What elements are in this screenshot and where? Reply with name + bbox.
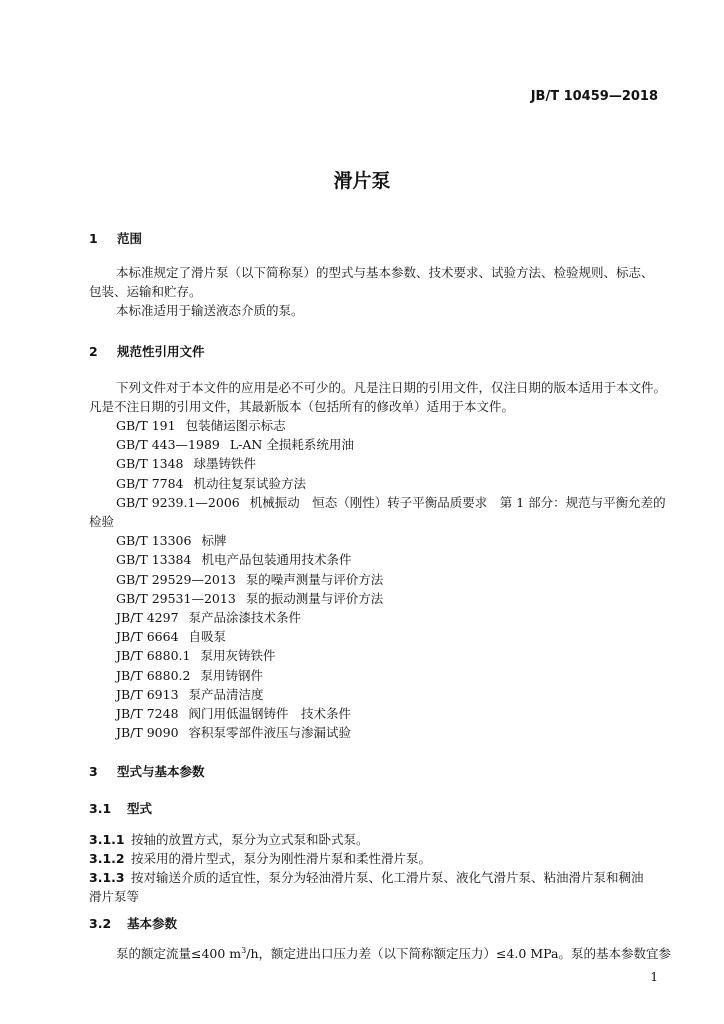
reference-title: 泵用灰铸铁件 [200, 648, 276, 664]
reference-item [116, 570, 383, 588]
reference-item [116, 531, 226, 549]
reference-code: GB/T 13384 [116, 552, 192, 568]
reference-title: 泵的噪声测量与评价方法 [245, 571, 384, 587]
paragraph: 本标准规定了滑片泵（以下简称泵）的型式与基本参数、技术要求、试验方法、检验规则、标志、 [116, 265, 654, 280]
reference-title: 机电产品包装通用技术条件 [201, 552, 352, 568]
clause-3-1-3 [89, 868, 644, 886]
paragraph [116, 941, 671, 963]
reference-title: 泵用铸钢件 [200, 667, 263, 683]
reference-code: GB/T 191 [116, 418, 176, 433]
section-number: 3.1 [89, 801, 112, 816]
reference-item [116, 493, 666, 511]
reference-code: JB/T 6913 [116, 686, 179, 702]
clause-number: 3.1.2 [89, 851, 125, 866]
reference-item [116, 627, 226, 645]
paragraph-text: 泵的额定流量≤400 m [116, 946, 242, 962]
reference-code: GB/T 443—1989 [116, 437, 220, 453]
reference-code: JB/T 7248 [116, 706, 179, 721]
clause-3-1-1 [89, 830, 369, 848]
clause-3-1-2 [89, 849, 431, 867]
reference-item [116, 550, 351, 568]
reference-code: JB/T 9090 [116, 725, 179, 741]
reference-title: 容积泵零部件液压与渗漏试验 [188, 725, 352, 741]
paragraph: 下列文件对于本文件的应用是必不可少的。凡是注日期的引用文件，仅注日期的版本适用于本文件。 [116, 380, 667, 395]
reference-item [116, 608, 301, 626]
reference-item [116, 704, 351, 722]
reference-code: GB/T 29529—2013 [116, 571, 236, 587]
section-title: 基本参数 [127, 916, 178, 931]
paragraph: 包装、运输和贮存。 [89, 284, 202, 299]
reference-title: 球墨铸铁件 [193, 456, 257, 472]
reference-code: JB/T 4297 [116, 610, 179, 625]
reference-item [116, 723, 351, 741]
clause-text: 按采用的滑片型式，泵分为刚性滑片泵和柔性滑片泵。 [131, 851, 432, 866]
document-title: 滑片泵 [333, 170, 391, 192]
reference-item [116, 454, 256, 472]
reference-code: GB/T 1348 [116, 456, 184, 472]
reference-title: L-AN 全损耗系统用油 [229, 437, 354, 453]
reference-item [89, 512, 114, 530]
section-number: 3.2 [89, 916, 112, 931]
reference-code: JB/T 6664 [116, 629, 179, 645]
section-number: 3 [89, 764, 98, 779]
section-title: 型式 [127, 801, 153, 816]
section-title: 型式与基本参数 [117, 764, 205, 779]
page-number: 1 [650, 970, 658, 984]
reference-item [116, 685, 264, 703]
section-1-heading [89, 229, 142, 247]
reference-item [116, 435, 354, 453]
reference-title: 泵产品清洁度 [188, 686, 264, 702]
reference-code: GB/T 7784 [116, 475, 184, 491]
paragraph: 本标准适用于输送液态介质的泵。 [116, 303, 304, 318]
section-number: 2 [89, 344, 98, 359]
section-number: 1 [89, 231, 98, 246]
clause-number: 3.1.1 [89, 832, 125, 847]
paragraph: 凡是不注日期的引用文件，其最新版本（包括所有的修改单）适用于本文件。 [89, 399, 515, 414]
paragraph-text: /h，额定进出口压力差（以下简称额定压力）≤4.0 MPa。泵的基本参数宜参 [246, 946, 671, 962]
clause-text-continued: 滑片泵等 [89, 889, 140, 904]
reference-code: JB/T 6880.2 [116, 667, 191, 683]
superscript: 3 [241, 946, 247, 955]
reference-item [116, 666, 263, 684]
reference-title: 自吸泵 [188, 629, 227, 645]
standard-number: JB/T 10459—2018 [530, 89, 658, 104]
reference-item [116, 416, 286, 434]
subsection-3-1-heading [89, 799, 152, 817]
reference-title: 检验 [89, 514, 115, 529]
reference-title: 标牌 [201, 533, 227, 549]
reference-item [116, 474, 306, 492]
reference-code: JB/T 6880.1 [116, 648, 191, 664]
reference-item [116, 646, 275, 664]
reference-title: 机械振动 恒态（刚性）转子平衡品质要求 第 1 部分：规范与平衡允差的 [249, 494, 666, 510]
reference-item [116, 589, 383, 607]
reference-title: 包装储运图示标志 [185, 418, 286, 433]
section-title: 范围 [117, 231, 143, 246]
clause-number: 3.1.3 [89, 870, 125, 885]
clause-text: 按轴的放置方式，泵分为立式泵和卧式泵。 [131, 832, 369, 847]
section-title: 规范性引用文件 [117, 344, 205, 359]
reference-title: 泵的振动测量与评价方法 [245, 590, 384, 606]
section-3-heading [89, 762, 205, 780]
reference-title: 阀门用低温钢铸件 技术条件 [188, 706, 352, 721]
clause-text: 按对输送介质的适宜性，泵分为轻油滑片泵、化工滑片泵、液化气滑片泵、粘油滑片泵和稠油 [131, 870, 644, 885]
reference-code: GB/T 9239.1—2006 [116, 494, 240, 510]
subsection-3-2-heading [89, 914, 177, 932]
section-2-heading [89, 342, 205, 360]
reference-title: 泵产品涂漆技术条件 [188, 610, 302, 625]
reference-title: 机动往复泵试验方法 [193, 475, 307, 491]
reference-code: GB/T 29531—2013 [116, 590, 236, 606]
reference-code: GB/T 13306 [116, 533, 192, 549]
